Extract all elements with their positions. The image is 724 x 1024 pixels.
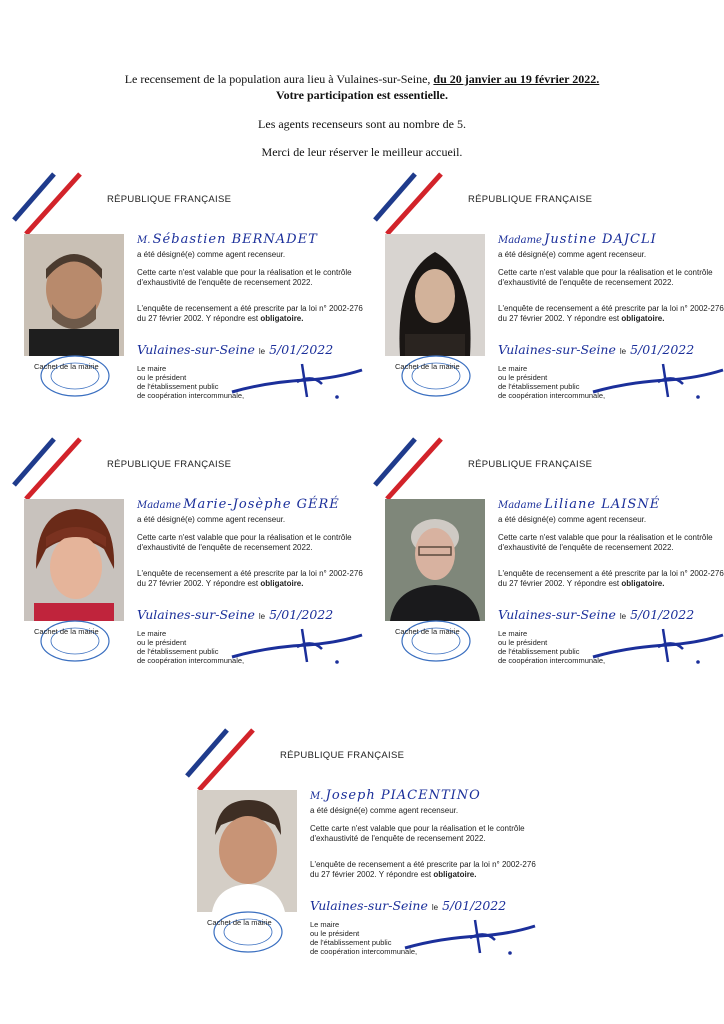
agent-card <box>12 437 363 687</box>
agent-photo <box>385 499 485 621</box>
town-stamp-icon <box>398 615 478 663</box>
notice-line-1-text: Le recensement de la population aura lieu à Vulaines-sur-Seine, <box>124 72 434 86</box>
designation-text: a été désigné(e) comme agent recenseur. <box>137 250 286 259</box>
town-stamp-icon <box>398 350 478 398</box>
place: Vulaines-sur-Seine <box>137 607 255 622</box>
civility: Madame <box>498 500 542 511</box>
stamp-label: Cachet de la mairie <box>395 627 460 636</box>
republique-label: RÉPUBLIQUE FRANÇAISE <box>468 194 593 205</box>
date: 5/01/2022 <box>269 342 334 357</box>
place-date-line: Vulaines-sur-Seine le 5/01/2022 <box>137 342 334 357</box>
civility: Madame <box>498 235 542 246</box>
signature-icon <box>227 352 367 407</box>
agent-name-line <box>137 497 372 515</box>
place: Vulaines-sur-Seine <box>310 898 428 913</box>
place-date-line: Vulaines-sur-Seine le 5/01/2022 <box>137 607 334 622</box>
agent-name: Marie-Josèphe GÉRÉ <box>183 497 340 512</box>
agent-card <box>373 437 724 687</box>
notice-line-4: Merci de leur réserver le meilleur accueil. <box>261 145 463 159</box>
designation-text: a été désigné(e) comme agent recenseur. <box>310 806 459 815</box>
agent-card <box>185 728 536 978</box>
law-text: L'enquête de recensement a été prescrite par la loi n° 2002-276 du 27 février 2002. Y répondre est obligatoire. <box>137 304 363 323</box>
mayor-block: Le maire ou le président de l'établissement public de coopération intercommunale, <box>498 364 606 400</box>
stamp-label: Cachet de la mairie <box>34 362 99 371</box>
notice-line-1 <box>0 72 724 87</box>
agent-photo <box>24 499 124 621</box>
signature-icon <box>588 617 724 672</box>
signature-icon <box>227 617 367 672</box>
place: Vulaines-sur-Seine <box>498 342 616 357</box>
tricolor-flag-icon <box>12 172 82 242</box>
republique-label: RÉPUBLIQUE FRANÇAISE <box>280 750 405 761</box>
agent-name: Justine DAJCLI <box>544 232 657 247</box>
civility: M. <box>310 791 324 802</box>
agent-name: Sébastien BERNADET <box>152 232 318 247</box>
signature-icon <box>400 908 540 963</box>
agent-name-line <box>310 788 545 806</box>
place: Vulaines-sur-Seine <box>498 607 616 622</box>
notice-dates: du 20 janvier au 19 février 2022. <box>433 72 600 86</box>
mayor-block: Le maire ou le président de l'établissement public de coopération intercommunale, <box>137 629 245 665</box>
designation-text: a été désigné(e) comme agent recenseur. <box>498 515 647 524</box>
republique-label: RÉPUBLIQUE FRANÇAISE <box>107 194 232 205</box>
notice-line-3: Les agents recenseurs sont au nombre de 5. <box>258 117 466 131</box>
signature-icon <box>588 352 724 407</box>
validity-text: Cette carte n'est valable que pour la réalisation et le contrôle d'exhaustivité de l'enquête de recensement 2022. <box>498 533 713 552</box>
town-stamp-icon <box>210 906 290 954</box>
civility: M. <box>137 235 151 246</box>
date: 5/01/2022 <box>442 898 507 913</box>
tricolor-flag-icon <box>185 728 255 798</box>
civility: Madame <box>137 500 181 511</box>
place-date-line: Vulaines-sur-Seine le 5/01/2022 <box>498 607 695 622</box>
agent-name-line <box>137 232 372 250</box>
stamp-label: Cachet de la mairie <box>34 627 99 636</box>
agent-photo <box>385 234 485 356</box>
designation-text: a été désigné(e) comme agent recenseur. <box>498 250 647 259</box>
validity-text: Cette carte n'est valable que pour la réalisation et le contrôle d'exhaustivité de l'enquête de recensement 2022. <box>137 533 352 552</box>
tricolor-flag-icon <box>373 172 443 242</box>
agent-photo <box>24 234 124 356</box>
stamp-label: Cachet de la mairie <box>395 362 460 371</box>
agent-name: Liliane LAISNÉ <box>544 497 661 512</box>
town-stamp-icon <box>37 350 117 398</box>
validity-text: Cette carte n'est valable que pour la réalisation et le contrôle d'exhaustivité de l'enquête de recensement 2022. <box>310 824 525 843</box>
law-text: L'enquête de recensement a été prescrite par la loi n° 2002-276 du 27 février 2002. Y répondre est obligatoire. <box>498 304 724 323</box>
agent-name: Joseph PIACENTINO <box>325 788 481 803</box>
validity-text: Cette carte n'est valable que pour la réalisation et le contrôle d'exhaustivité de l'enquête de recensement 2022. <box>137 268 352 287</box>
mayor-block: Le maire ou le président de l'établissement public de coopération intercommunale, <box>498 629 606 665</box>
agent-card <box>373 172 724 422</box>
notice-line-2-text: Votre participation est essentielle. <box>276 88 448 102</box>
tricolor-flag-icon <box>12 437 82 507</box>
agent-name-line <box>498 497 724 515</box>
law-text: L'enquête de recensement a été prescrite par la loi n° 2002-276 du 27 février 2002. Y répondre est obligatoire. <box>137 569 363 588</box>
validity-text: Cette carte n'est valable que pour la réalisation et le contrôle d'exhaustivité de l'enquête de recensement 2022. <box>498 268 713 287</box>
law-text: L'enquête de recensement a été prescrite par la loi n° 2002-276 du 27 février 2002. Y répondre est obligatoire. <box>310 860 536 879</box>
date: 5/01/2022 <box>630 342 695 357</box>
stamp-label: Cachet de la mairie <box>207 918 272 927</box>
place: Vulaines-sur-Seine <box>137 342 255 357</box>
agent-card <box>12 172 363 422</box>
place-date-line: Vulaines-sur-Seine le 5/01/2022 <box>498 342 695 357</box>
mayor-block: Le maire ou le président de l'établissement public de coopération intercommunale, <box>137 364 245 400</box>
town-stamp-icon <box>37 615 117 663</box>
agent-photo <box>197 790 297 912</box>
republique-label: RÉPUBLIQUE FRANÇAISE <box>107 459 232 470</box>
tricolor-flag-icon <box>373 437 443 507</box>
notice-line-2 <box>0 88 724 103</box>
place-date-line: Vulaines-sur-Seine le 5/01/2022 <box>310 898 507 913</box>
date: 5/01/2022 <box>630 607 695 622</box>
agent-name-line <box>498 232 724 250</box>
mayor-block: Le maire ou le président de l'établissement public de coopération intercommunale, <box>310 920 418 956</box>
republique-label: RÉPUBLIQUE FRANÇAISE <box>468 459 593 470</box>
designation-text: a été désigné(e) comme agent recenseur. <box>137 515 286 524</box>
date: 5/01/2022 <box>269 607 334 622</box>
law-text: L'enquête de recensement a été prescrite par la loi n° 2002-276 du 27 février 2002. Y répondre est obligatoire. <box>498 569 724 588</box>
